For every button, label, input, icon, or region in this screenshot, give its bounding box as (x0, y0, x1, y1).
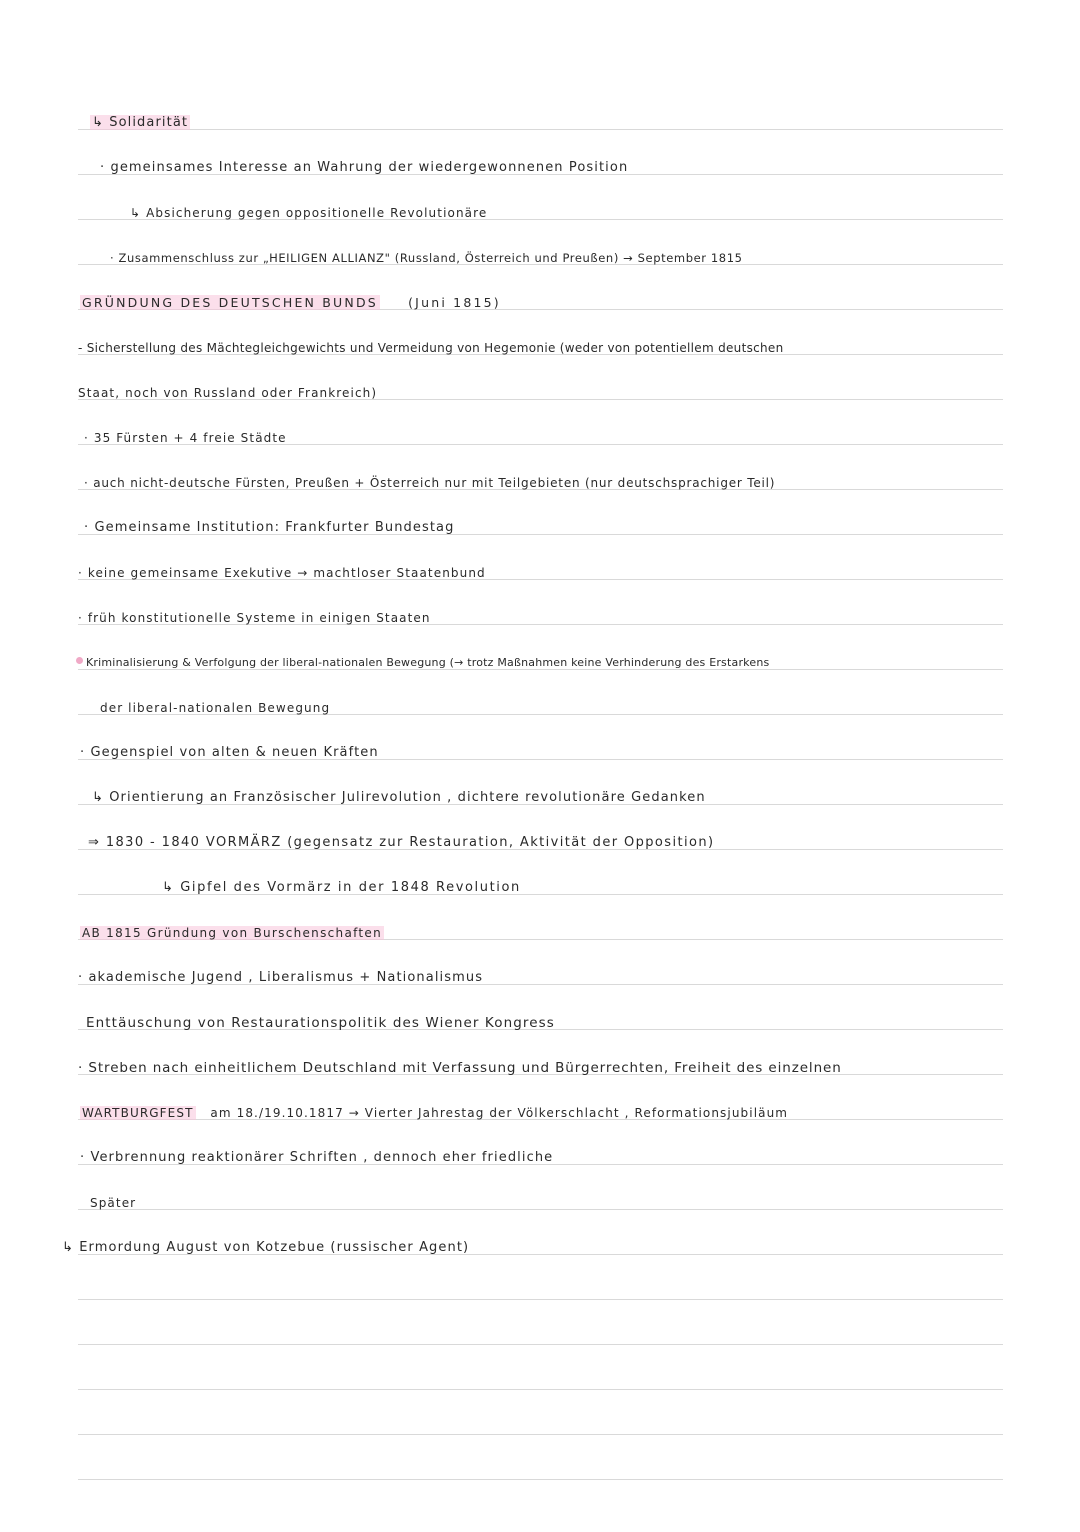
note-text: ⇒ 1830 - 1840 VORMÄRZ (gegensatz zur Restauration, Aktivität der Opposition) (88, 835, 715, 850)
note-text: · Gemeinsame Institution: Frankfurter Bundestag (84, 520, 455, 535)
note-text: · Gegenspiel von alten & neuen Kräften (80, 745, 379, 760)
note-line (78, 565, 486, 581)
ruled-line (78, 1479, 1003, 1480)
note-line (80, 1150, 553, 1166)
section-heading (80, 1105, 788, 1121)
note-line (76, 655, 769, 671)
ruled-line (78, 1209, 1003, 1210)
section-heading (80, 925, 384, 941)
heading-text: WARTBURGFEST (82, 1106, 194, 1120)
note-text: ↳ Absicherung gegen oppositionelle Revolutionäre (130, 206, 488, 220)
heading-text: GRÜNDUNG DES DEUTSCHEN BUNDS (82, 295, 378, 310)
note-text: Enttäuschung von Restaurationspolitik des Wiener Kongress (86, 1015, 555, 1031)
ruled-line (78, 1389, 1003, 1390)
ruled-line (78, 1299, 1003, 1300)
note-line (110, 250, 743, 266)
note-text: der liberal-nationalen Bewegung (100, 701, 331, 715)
note-text: · Zusammenschluss zur „HEILIGEN ALLIANZ" (Russland, Österreich und Preußen) → September 1815 (110, 251, 743, 265)
section-heading (80, 295, 501, 311)
note-text: · Streben nach einheitlichem Deutschland mit Verfassung und Bürgerrechten, Freiheit des einzelnen (78, 1060, 842, 1076)
note-text: · auch nicht-deutsche Fürsten, Preußen + Österreich nur mit Teilgebieten (nur deutschsprachiger Teil) (84, 476, 776, 490)
note-line (78, 385, 377, 401)
note-line (62, 1240, 469, 1256)
note-text: · akademische Jugend , Liberalismus + Nationalismus (78, 970, 484, 985)
note-text: · keine gemeinsame Exekutive → machtloser Staatenbund (78, 566, 486, 580)
note-text: Später (90, 1196, 137, 1210)
note-line (100, 160, 628, 176)
note-line (92, 790, 706, 806)
pink-dot-icon (76, 657, 83, 664)
note-text: ↳ Ermordung August von Kotzebue (russischer Agent) (62, 1240, 470, 1255)
note-text: · früh konstitutionelle Systeme in einigen Staaten (78, 611, 431, 625)
ruled-line (78, 1344, 1003, 1345)
note-line (90, 1195, 136, 1211)
note-line (162, 880, 521, 896)
note-line (90, 115, 190, 131)
note-text: ↳ Solidarität (92, 115, 189, 130)
note-line (78, 970, 483, 986)
note-text: am 18./19.10.1817 → Vierter Jahrestag der Völkerschlacht , Reformationsjubiläum (210, 1106, 789, 1120)
note-text: - Sicherstellung des Mächtegleichgewichts und Vermeidung von Hegemonie (weder von potentiellem deutschen (78, 341, 784, 355)
note-line (88, 835, 714, 851)
note-line (100, 700, 330, 716)
note-line (84, 520, 454, 536)
note-line (84, 475, 775, 491)
note-line (86, 1015, 555, 1031)
ruled-line (78, 1434, 1003, 1435)
ruled-line (78, 129, 1003, 130)
note-line (78, 340, 784, 356)
heading-text: AB 1815 Gründung von Burschenschaften (82, 926, 383, 940)
note-line (78, 1060, 842, 1076)
note-line (80, 745, 379, 761)
note-text: ↳ Gipfel des Vormärz in der 1848 Revolution (162, 880, 521, 895)
note-text: · gemeinsames Interesse an Wahrung der wiedergewonnenen Position (100, 160, 629, 175)
note-line (130, 205, 487, 221)
note-text: Staat, noch von Russland oder Frankreich) (78, 386, 378, 400)
note-text: · Verbrennung reaktionärer Schriften , dennoch eher friedliche (80, 1150, 554, 1165)
heading-date: (Juni 1815) (408, 295, 501, 310)
note-text: · 35 Fürsten + 4 freie Städte (84, 431, 287, 445)
note-text: Kriminalisierung & Verfolgung der liberal-nationalen Bewegung (→ trotz Maßnahmen keine Verhinderung des Erstarkens (86, 656, 770, 669)
note-line (84, 430, 287, 446)
note-line (78, 610, 431, 626)
note-text: ↳ Orientierung an Französischer Julirevolution , dichtere revolutionäre Gedanken (92, 790, 706, 805)
